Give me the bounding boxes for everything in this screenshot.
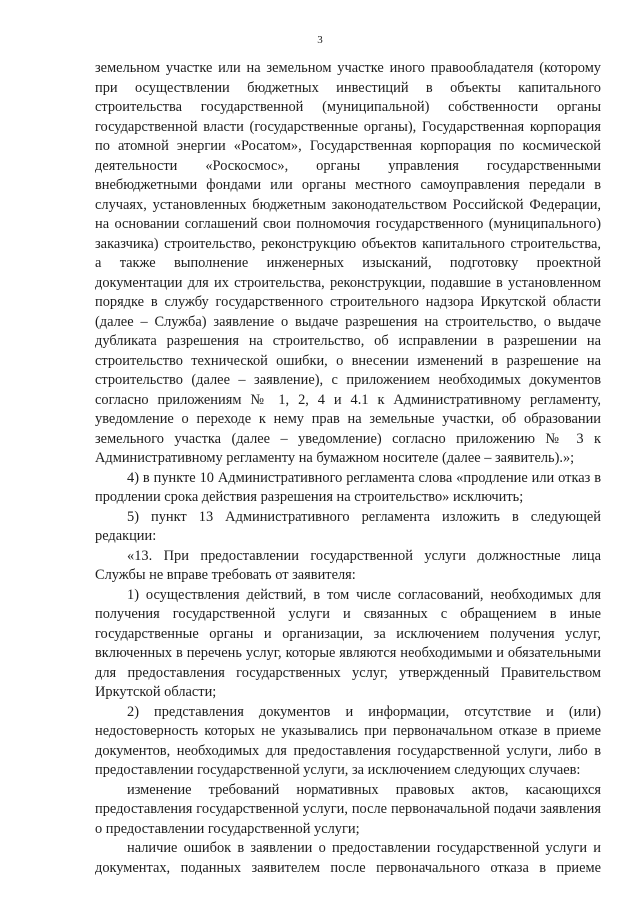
paragraph-clause-13: «13. При предоставлении государственной услуги должностные лица Службы не вправе требовать от заявителя: [95,547,601,583]
paragraph-clause-13-1: 1) осуществления действий, в том числе согласований, необходимых для получения государственной услуги и связанных с обращением в иные государственные органы и организации, за исключением получения услуг, включенных в перечень услуг, которые являются необходимыми и обязательными для предоставления государственных услуг, утвержденный Правительством Иркутской области; [95,586,601,700]
paragraph-case-2: наличие ошибок в заявлении о предоставлении государственной услуги и документах, поданных заявителем после первоначального отказа в приеме [95,840,601,876]
page-number: 3 [317,34,323,46]
paragraph-item-4: 4) в пункте 10 Административного регламента слова «продление или отказ в продлении срока действия разрешения на строительство» исключить; [95,469,601,505]
paragraph-clause-13-2: 2) представления документов и информации, отсутствие и (или) недостоверность которых не указывались при первоначальном отказе в приеме документов, необходимых для предоставления государственной услуги, либо в предоставлении государственной услуги, за исключением следующих случаев: [95,703,601,778]
document-body [95,59,601,878]
paragraph-item-5: 5) пункт 13 Административного регламента изложить в следующей редакции: [95,508,601,544]
paragraph-continuation: земельном участке или на земельном участке иного правообладателя (которому при осуществлении бюджетных инвестиций в объекты капитального строительства государственной (муниципальной) собственности органы государственной власти (государственные органы), Государственная корпорация по атомной энергии «Росатом», Государственная корпорация по космической деятельности «Роскосмос», органы управления государственными внебюджетными фондами или органы местного самоуправления передали в случаях, установленных бюджетным законодательством Российской Федерации, на основании соглашений свои полномочия государственного (муниципального) заказчика) строительство, реконструкцию объектов капитального строительства, а также выполнение инженерных изысканий, подготовку проектной документации для их строительства, реконструкции, подавшие в установленном порядке в службу государственного строительного надзора Иркутской области (далее – Служба) заявление о выдаче разрешения на строительство, о выдаче дубликата разрешения на строительство, об исправлении в разрешении на строительство технической ошибки, о внесении изменений в разрешение на строительство (далее – заявление), с приложением необходимых документов согласно приложениям № 1, 2, 4 и 4.1 к Административному регламенту, уведомление о переходе к нему прав на земельные участки, об образовании земельного участка (далее – уведомление) согласно приложению № 3 к Административному регламенту на бумажном носителе (далее – заявитель).»; [95,60,601,466]
paragraph-case-1: изменение требований нормативных правовых актов, касающихся предоставления государственной услуги, после первоначальной подачи заявления о предоставлении государственной услуги; [95,781,601,837]
